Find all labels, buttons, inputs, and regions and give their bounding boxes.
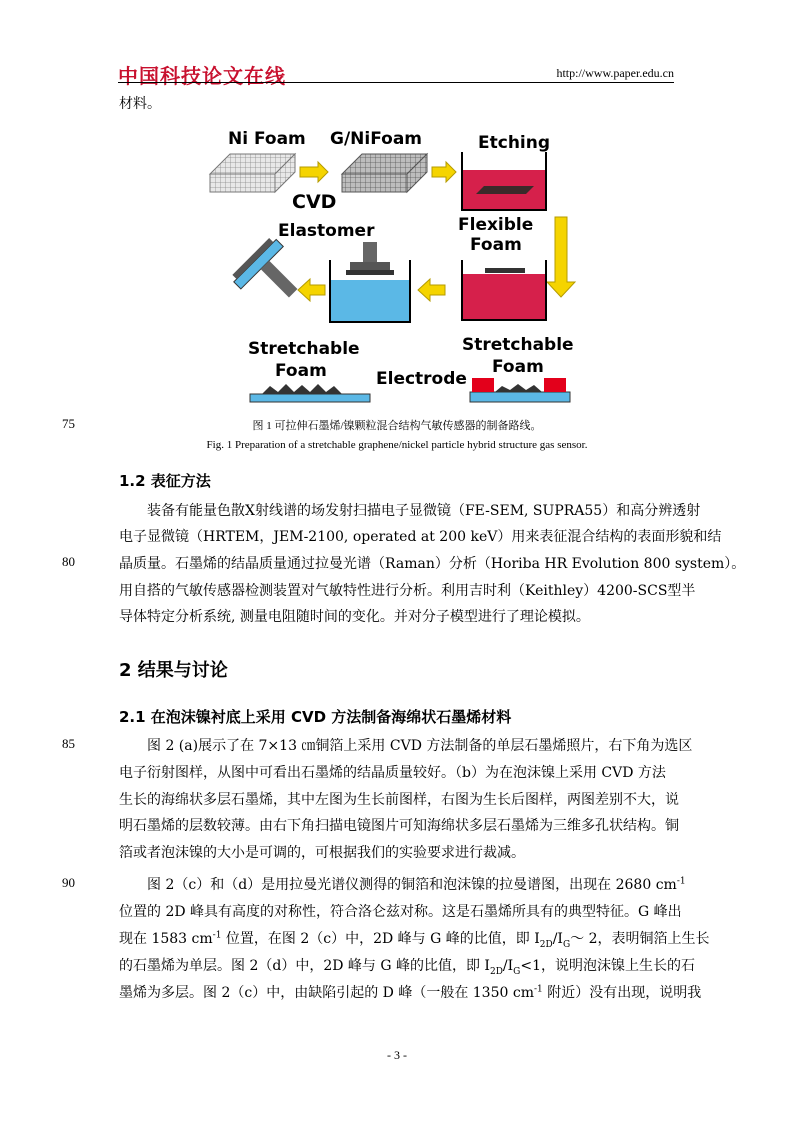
header-url[interactable]: http://www.paper.edu.cn [556, 66, 674, 80]
section-1-2-heading: 1.2 表征方法 [119, 472, 211, 490]
peel-illustration [230, 235, 312, 317]
journal-logo: 中国科技论文在线 [118, 64, 286, 88]
label-flexible: Flexible [458, 215, 534, 235]
section-2-1-line-2: 电子衍射图样，从图中可看出石墨烯的结晶质量较好。（b）为在泡沫镍上采用 CVD 方法 [119, 765, 666, 781]
figure-caption-cn: 图 1 可拉伸石墨烯/镍颗粒混合结构气敏传感器的制备路线。 [252, 420, 542, 432]
label-g-ni-foam: G/NiFoam [330, 129, 423, 149]
label-foam-right: Foam [492, 357, 544, 377]
label-flexible-foam: Foam [470, 235, 522, 255]
section-2-1-line-1: 图 2 (a)展示了在 7×13 ㎝铜箔上采用 CVD 方法制备的单层石墨烯照片，右下角为选区 [147, 738, 693, 754]
g-ni-foam-block [342, 154, 427, 192]
label-foam-left: Foam [275, 361, 327, 381]
header-divider [118, 82, 674, 83]
figure-caption-en: Fig. 1 Preparation of a stretchable graphene/nickel particle hybrid structure gas sensor. [206, 439, 588, 451]
section-2-1-para2-line-4: 的石墨烯为单层。图 2（d）中，2D 峰与 G 峰的比值，即 $I_{2D}/I_G<1$，说明泡沫镍上生长的石 [119, 958, 696, 977]
arrow-3 [418, 279, 445, 301]
label-ni-foam: Ni Foam [228, 129, 306, 149]
ni-foam-block [210, 154, 295, 192]
section-2-1-para2-line-1: 图 2（c）和（d）是用拉曼光谱仪测得的铜箔和泡沫镍的拉曼谱图，出现在 2680 $cm^{-1}$ [147, 876, 686, 893]
label-electrode: Electrode [376, 369, 467, 389]
section-1-2-line-3: 晶质量。石墨烯的结晶质量通过拉曼光谱（Raman）分析（Horiba HR Evolution 800 system）。 [119, 556, 746, 572]
arrow-1 [300, 162, 328, 182]
etching-beaker [462, 152, 546, 210]
arrow-down [547, 217, 575, 297]
label-stretchable-left: Stretchable [248, 339, 360, 359]
section-2-1-line-3: 生长的海绵状多层石墨烯，其中左图为生长前图样，右图为生长后图样，两图差别不大，说 [119, 792, 679, 808]
section-2-1-heading: 2.1 在泡沫镍衬底上采用 CVD 方法制备海绵状石墨烯材料 [119, 708, 512, 726]
section-1-2-line-5: 导体特定分析系统, 测量电阻随时间的变化。并对分子模型进行了理论模拟。 [119, 609, 590, 625]
section-2-heading: 2 结果与讨论 [119, 660, 228, 681]
intro-line: 材料。 [119, 96, 161, 112]
section-1-2-line-2: 电子显微镜（HRTEM，JEM-2100, operated at 200 keV）用来表征混合结构的表面形貌和结 [119, 529, 722, 545]
label-cvd: CVD [292, 191, 337, 213]
line-number-85: 85 [62, 736, 75, 751]
section-2-1-line-5: 箔或者泡沫镍的大小是可调的，可根据我们的实验要求进行裁减。 [119, 845, 525, 861]
section-1-2-line-4: 用自搭的气敏传感器检测装置对气敏特性进行分析。利用吉时利（Keithley）4200-SCS型半 [119, 583, 696, 599]
line-number-80: 80 [62, 554, 75, 569]
page-number: - 3 - [387, 1048, 407, 1062]
line-number-90: 90 [62, 875, 75, 890]
line-number-75: 75 [62, 416, 75, 431]
arrow-4 [298, 279, 325, 301]
section-2-1-para2-line-5: 墨烯为多层。图 2（c）中，由缺陷引起的 D 峰（一般在 1350 $cm^{-1}$ 附近）没有出现，说明我 [119, 984, 702, 1001]
stretchable-foam-left [250, 384, 370, 402]
flexible-foam-beaker [462, 260, 546, 320]
section-2-1-para2-line-3: 现在 1583 $cm^{-1}$ 位置，在图 2（c）中，2D 峰与 G 峰的比值，即 $I_{2D}/I_G\sim$ 2，表明铜箔上生长 [119, 930, 710, 950]
elastomer-beaker [330, 242, 410, 322]
label-stretchable-right: Stretchable [462, 335, 574, 355]
figure-1-diagram [200, 122, 600, 414]
section-2-1-para2-line-2: 位置的 2D 峰具有高度的对称性，符合洛仑兹对称。这是石墨烯所具有的典型特征。G 峰出 [119, 904, 682, 920]
section-2-1-line-4: 明石墨烯的层数较薄。由右下角扫描电镜图片可知海绵状多层石墨烯为三维多孔状结构。铜 [119, 818, 679, 834]
label-elastomer: Elastomer [278, 221, 375, 241]
stretchable-foam-right [470, 378, 570, 402]
arrow-2 [432, 162, 456, 182]
label-etching: Etching [478, 133, 551, 153]
section-1-2-line-1: 装备有能量色散X射线谱的场发射扫描电子显微镜（FE-SEM, SUPRA55）和高分辨透射 [147, 503, 701, 519]
